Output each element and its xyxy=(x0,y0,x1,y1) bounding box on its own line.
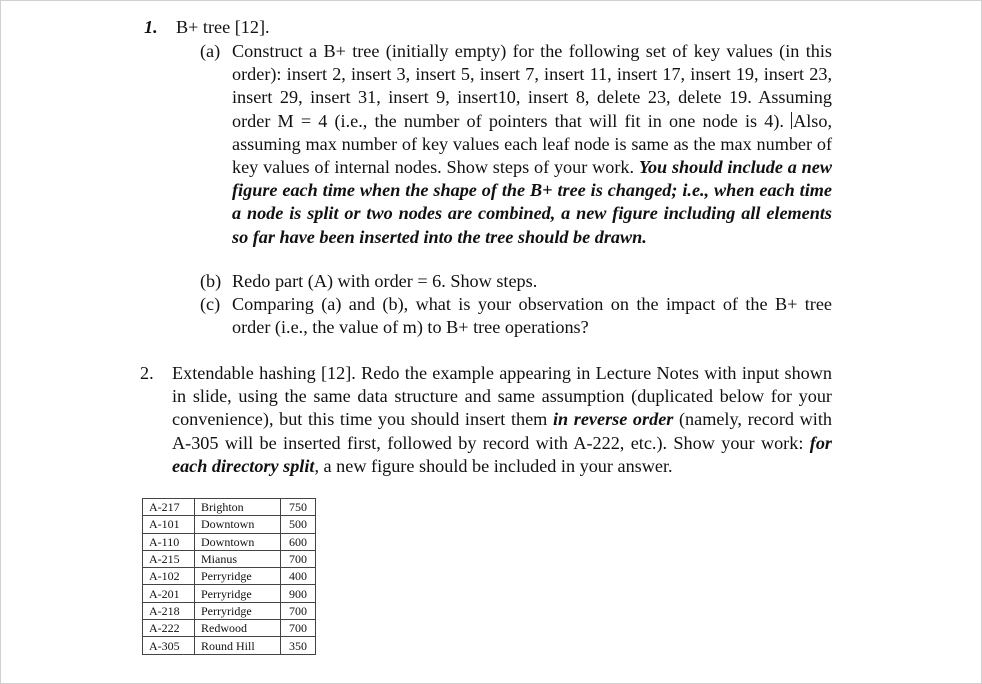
branch-name-cell: Perryridge xyxy=(195,585,281,602)
question-1a-text: Construct a B+ tree (initially empty) for the following set of key values (in this order): insert 2, insert 3, insert 5, insert 7, insert 11, insert 17, insert 19, insert 23, insert 29, insert 31, insert 9, insert10, insert 8, delete 23, delete 19. Assuming order M = 4 (i.e., the number of pointers that will fit in one node is 4). xyxy=(232,41,832,131)
table-row xyxy=(143,620,316,637)
question-1c-text[interactable]: Comparing (a) and (b), what is your observation on the impact of the B+ tree order (i.e., the value of m) to B+ tree operations? xyxy=(232,294,832,338)
question-1c xyxy=(200,293,832,339)
branch-name-cell: Brighton xyxy=(195,499,281,516)
question-1c-label: (c) xyxy=(200,294,221,314)
account-number-cell: A-110 xyxy=(143,533,195,550)
account-table xyxy=(142,498,316,655)
question-1a-text-continued: Also, assuming max number of key values each leaf node is same as the max number of key values of internal nodes. Show steps of your work. xyxy=(232,110,832,178)
question-1b-text[interactable]: Redo part (A) with order = 6. Show steps. xyxy=(232,271,538,291)
question-2-emphasis-2: for each directory split xyxy=(172,432,832,476)
table-row xyxy=(143,516,316,533)
branch-name-cell: Perryridge xyxy=(195,568,281,585)
table-row xyxy=(143,637,316,654)
balance-cell: 700 xyxy=(281,620,316,637)
table-row xyxy=(143,550,316,567)
account-number-cell: A-222 xyxy=(143,620,195,637)
account-number-cell: A-102 xyxy=(143,568,195,585)
question-1a-label: (a) xyxy=(200,41,221,61)
question-1a-emphasis: You should include a new figure each time when the shape of the B+ tree is changed; i.e., when each time a node is split or two nodes are combined, a new figure including all elements so far have been inserted into the tree should be drawn. xyxy=(232,157,832,247)
question-1-number: 1. xyxy=(144,17,158,37)
balance-cell: 600 xyxy=(281,533,316,550)
balance-cell: 700 xyxy=(281,602,316,619)
balance-cell: 350 xyxy=(281,637,316,654)
balance-cell: 500 xyxy=(281,516,316,533)
question-2 xyxy=(140,362,832,478)
account-number-cell: A-201 xyxy=(143,585,195,602)
account-number-cell: A-218 xyxy=(143,602,195,619)
table-row xyxy=(143,499,316,516)
text-cursor xyxy=(791,112,792,129)
question-2-number: 2. xyxy=(140,363,154,383)
question-1a xyxy=(200,40,832,249)
question-1b-label: (b) xyxy=(200,271,222,291)
table-row xyxy=(143,568,316,585)
account-number-cell: A-215 xyxy=(143,550,195,567)
question-1a-body[interactable] xyxy=(232,40,832,249)
account-number-cell: A-217 xyxy=(143,499,195,516)
branch-name-cell: Round Hill xyxy=(195,637,281,654)
account-table-body xyxy=(143,499,316,655)
question-1b xyxy=(200,270,832,293)
branch-name-cell: Downtown xyxy=(195,516,281,533)
balance-cell: 700 xyxy=(281,550,316,567)
account-number-cell: A-101 xyxy=(143,516,195,533)
table-row xyxy=(143,585,316,602)
balance-cell: 900 xyxy=(281,585,316,602)
branch-name-cell: Mianus xyxy=(195,550,281,567)
question-2-text-2: (namely, record with A-305 will be inserted first, followed by record with A-222, etc.). Show your work: xyxy=(172,409,832,453)
balance-cell: 400 xyxy=(281,568,316,585)
table-row xyxy=(143,602,316,619)
account-number-cell: A-305 xyxy=(143,637,195,654)
question-2-emphasis-1: in reverse order xyxy=(552,409,674,430)
question-2-text-1: Extendable hashing [12]. Redo the example appearing in Lecture Notes with input shown in slide, using the same data structure and same assumption (duplicated below for your convenience), but this time you should insert them xyxy=(172,363,832,430)
branch-name-cell: Redwood xyxy=(195,620,281,637)
balance-cell: 750 xyxy=(281,499,316,516)
question-2-body[interactable] xyxy=(172,362,832,478)
question-2-text-3: , a new figure should be included in your answer. xyxy=(314,455,673,476)
branch-name-cell: Downtown xyxy=(195,533,281,550)
question-1-title: B+ tree [12]. xyxy=(176,17,270,37)
branch-name-cell: Perryridge xyxy=(195,602,281,619)
table-row xyxy=(143,533,316,550)
